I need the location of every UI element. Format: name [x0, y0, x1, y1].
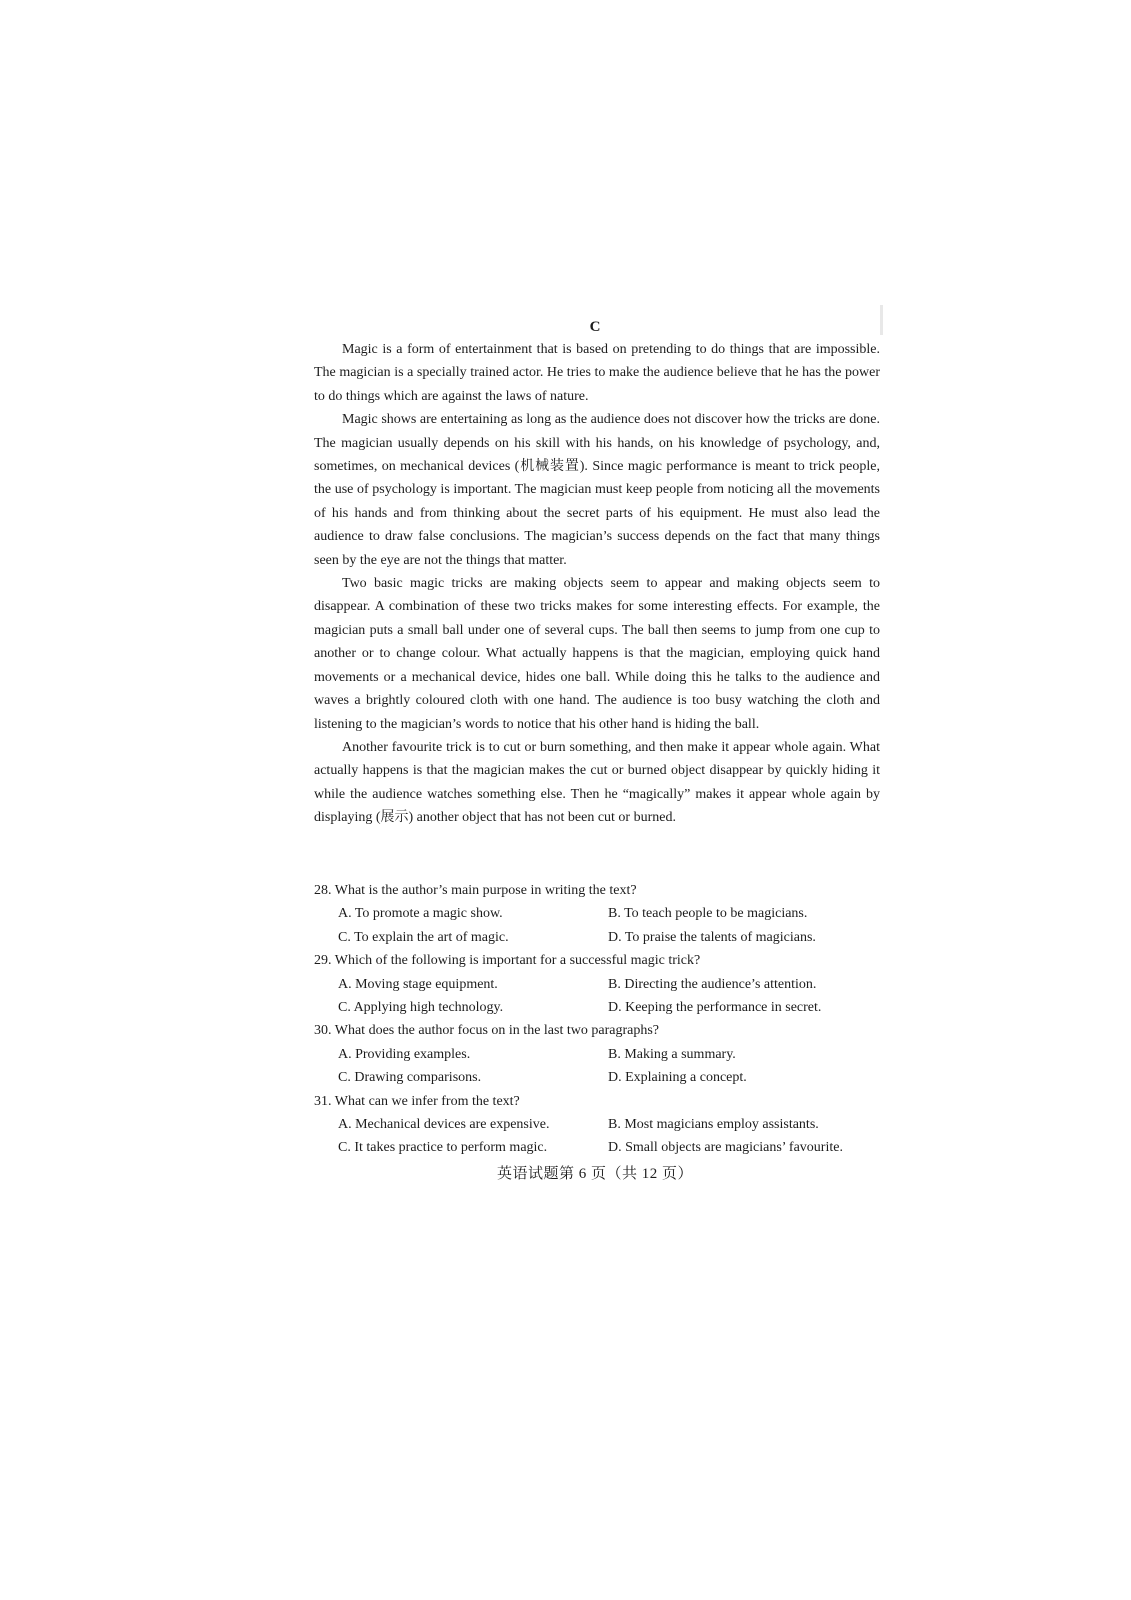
question-28: [314, 879, 880, 949]
option-a: A. Moving stage equipment.: [338, 976, 498, 992]
option-row: [314, 1066, 880, 1089]
option-c: C. Applying high technology.: [338, 999, 504, 1015]
question-30: [314, 1019, 880, 1089]
question-stem: 28. What is the author’s main purpose in writing the text?: [314, 883, 637, 898]
passage-paragraph: Magic shows are entertaining as long as the audience does not discover how the tricks are done. The magician usually depends on his skill with his hands, on his knowledge of psychology, and, sometimes, on mechanical devices (机械装置). Since magic performance is meant to trick people, the use of psychology is important. The magician must keep people from noticing all the movements of his hands and from thinking about the secret parts of his equipment. He must also lead the audience to draw false conclusions. The magician’s success depends on the fact that many things seen by the eye are not the things that matter.: [314, 412, 880, 568]
passage-paragraph: Magic is a form of entertainment that is based on pretending to do things that are impossible. The magician is a specially trained actor. He tries to make the audience believe that he has the power to do things which are against the laws of nature.: [314, 342, 880, 404]
option-c: C. To explain the art of magic.: [338, 929, 509, 945]
question-31: [314, 1090, 880, 1160]
option-a: A. Mechanical devices are expensive.: [338, 1116, 550, 1132]
option-row: [314, 1043, 880, 1066]
option-a: A. To promote a magic show.: [338, 906, 503, 922]
option-b: B. Making a summary.: [608, 1046, 736, 1062]
reading-passage: [314, 338, 880, 830]
option-d: D. Small objects are magicians’ favourite.: [608, 1140, 843, 1156]
option-d: D. Keeping the performance in secret.: [608, 999, 822, 1015]
option-c: C. Drawing comparisons.: [338, 1070, 482, 1086]
option-c: C. It takes practice to perform magic.: [338, 1140, 548, 1156]
passage-paragraph: Two basic magic tricks are making objects seem to appear and making objects seem to disappear. A combination of these two tricks makes for some interesting effects. For example, the magician puts a small ball under one of several cups. The ball then seems to jump from one cup to another or to change colour. What actually happens is that the magician, employing quick hand movements or a mechanical device, hides one ball. While doing this he talks to the audience and waves a brightly coloured cloth with one hand. The audience is too busy watching the cloth and listening to the magician’s words to notice that his other hand is hiding the ball.: [314, 576, 880, 732]
question-stem: 31. What can we infer from the text?: [314, 1093, 520, 1109]
option-row: [314, 1113, 880, 1136]
passage-paragraph: Another favourite trick is to cut or burn something, and then make it appear whole again. What actually happens is that the magician makes the cut or burned object disappear by quickly hiding it while the audience watches something else. Then he “magically” makes it appear whole again by displaying (展示) another object that has not been cut or burned.: [314, 739, 880, 826]
question-list: [314, 879, 880, 1160]
option-row: [314, 1136, 880, 1159]
option-d: D. To praise the talents of magicians.: [608, 929, 816, 945]
option-a: A. Providing examples.: [338, 1046, 471, 1062]
option-b: B. To teach people to be magicians.: [608, 906, 808, 922]
question-29: [314, 949, 880, 1019]
option-row: [314, 902, 880, 925]
option-row: [314, 973, 880, 996]
page-footer: 英语试题第 6 页（共 12 页）: [496, 1166, 693, 1182]
option-row: [314, 926, 880, 949]
option-b: B. Most magicians employ assistants.: [608, 1116, 819, 1132]
option-b: B. Directing the audience’s attention.: [608, 976, 817, 992]
section-heading: C: [589, 319, 601, 335]
option-row: [314, 996, 880, 1019]
option-d: D. Explaining a concept.: [608, 1070, 747, 1086]
question-stem: 29. Which of the following is important for a successful magic trick?: [314, 953, 701, 969]
question-stem: 30. What does the author focus on in the last two paragraphs?: [314, 1023, 659, 1039]
